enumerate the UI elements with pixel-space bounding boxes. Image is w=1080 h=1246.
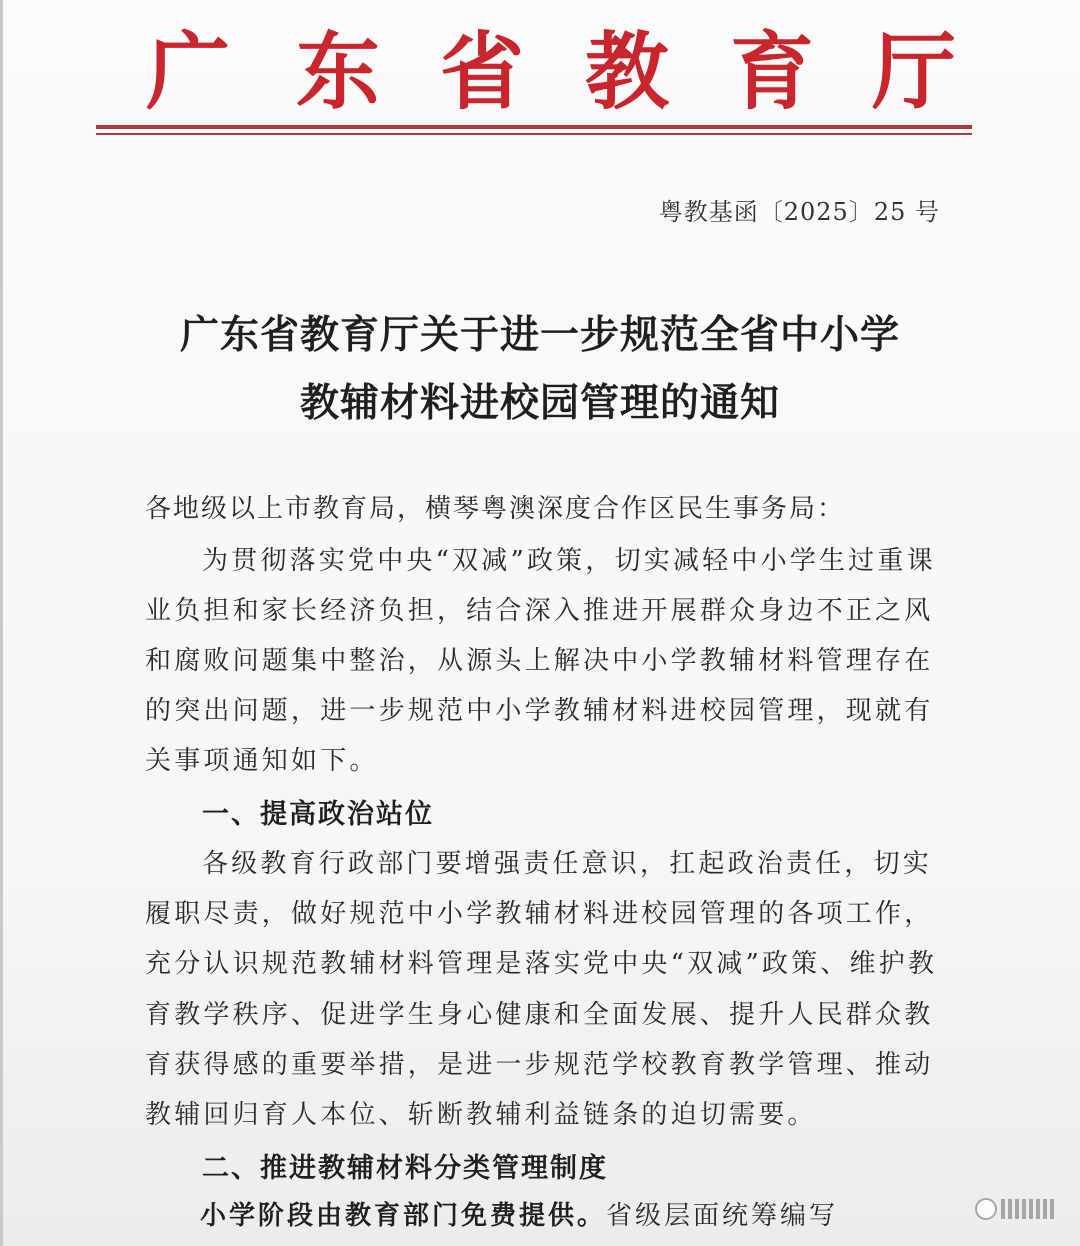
section-1-heading: 一、提高政治站位 <box>202 799 434 830</box>
watermark-logo <box>975 1196 1054 1222</box>
intro-line: 业负担和家长经济负担，结合深入推进开展群众身边不正之风 <box>145 596 934 626</box>
letterhead-char: 厅 <box>872 22 957 121</box>
watermark-circle-icon <box>975 1198 997 1220</box>
section-1-line: 育教学秩序、促进学生身心健康和全面发展、提升人民群众教 <box>145 1000 934 1030</box>
intro-line: 为贯彻落实党中央“双减”政策，切实减轻中小学生过重课 <box>202 546 936 576</box>
letterhead-char: 教 <box>585 22 670 121</box>
letterhead-rule-thick <box>96 125 972 129</box>
section-2-text: 省级层面统筹编写 <box>606 1201 839 1231</box>
watermark-bars-icon <box>1001 1199 1054 1219</box>
letterhead-char: 省 <box>440 22 525 121</box>
section-1-line: 教辅回归育人本位、斩断教辅利益链条的迫切需要。 <box>145 1100 817 1130</box>
section-1-line: 充分认识规范教辅材料管理是落实党中央“双减”政策、维护教 <box>145 949 938 979</box>
intro-line: 的突出问题，进一步规范中小学教辅材料进校园管理，现就有 <box>145 696 934 726</box>
letterhead-rule-thin <box>96 133 972 135</box>
section-2-heading: 二、推进教辅材料分类管理制度 <box>202 1153 608 1184</box>
section-1-line: 履职尽责，做好规范中小学教辅材料进校园管理的各项工作， <box>145 899 934 929</box>
intro-line: 关事项通知如下。 <box>145 746 379 776</box>
section-2-first-line <box>200 1195 838 1232</box>
section-1-line: 各级教育行政部门要增强责任意识，扛起政治责任，切实 <box>202 849 933 879</box>
page-edge <box>0 0 3 1246</box>
salutation: 各地级以上市教育局，横琴粤澳深度合作区民生事务局： <box>145 494 846 524</box>
letterhead-char: 广 <box>146 22 231 121</box>
letterhead <box>110 22 970 122</box>
intro-line: 和腐败问题集中整治，从源头上解决中小学教辅材料管理存在 <box>145 646 934 676</box>
letterhead-char: 东 <box>296 22 381 121</box>
title-line-2: 教辅材料进校园管理的通知 <box>299 380 780 426</box>
letterhead-char: 育 <box>730 22 815 121</box>
document-number: 粤教基函〔2025〕25 号 <box>658 198 940 226</box>
section-2-bold-text: 小学阶段由教育部门免费提供。 <box>200 1201 607 1231</box>
title-line-1: 广东省教育厅关于进一步规范全省中小学 <box>179 312 900 358</box>
section-1-line: 育获得感的重要举措，是进一步规范学校教育教学管理、推动 <box>145 1050 934 1080</box>
